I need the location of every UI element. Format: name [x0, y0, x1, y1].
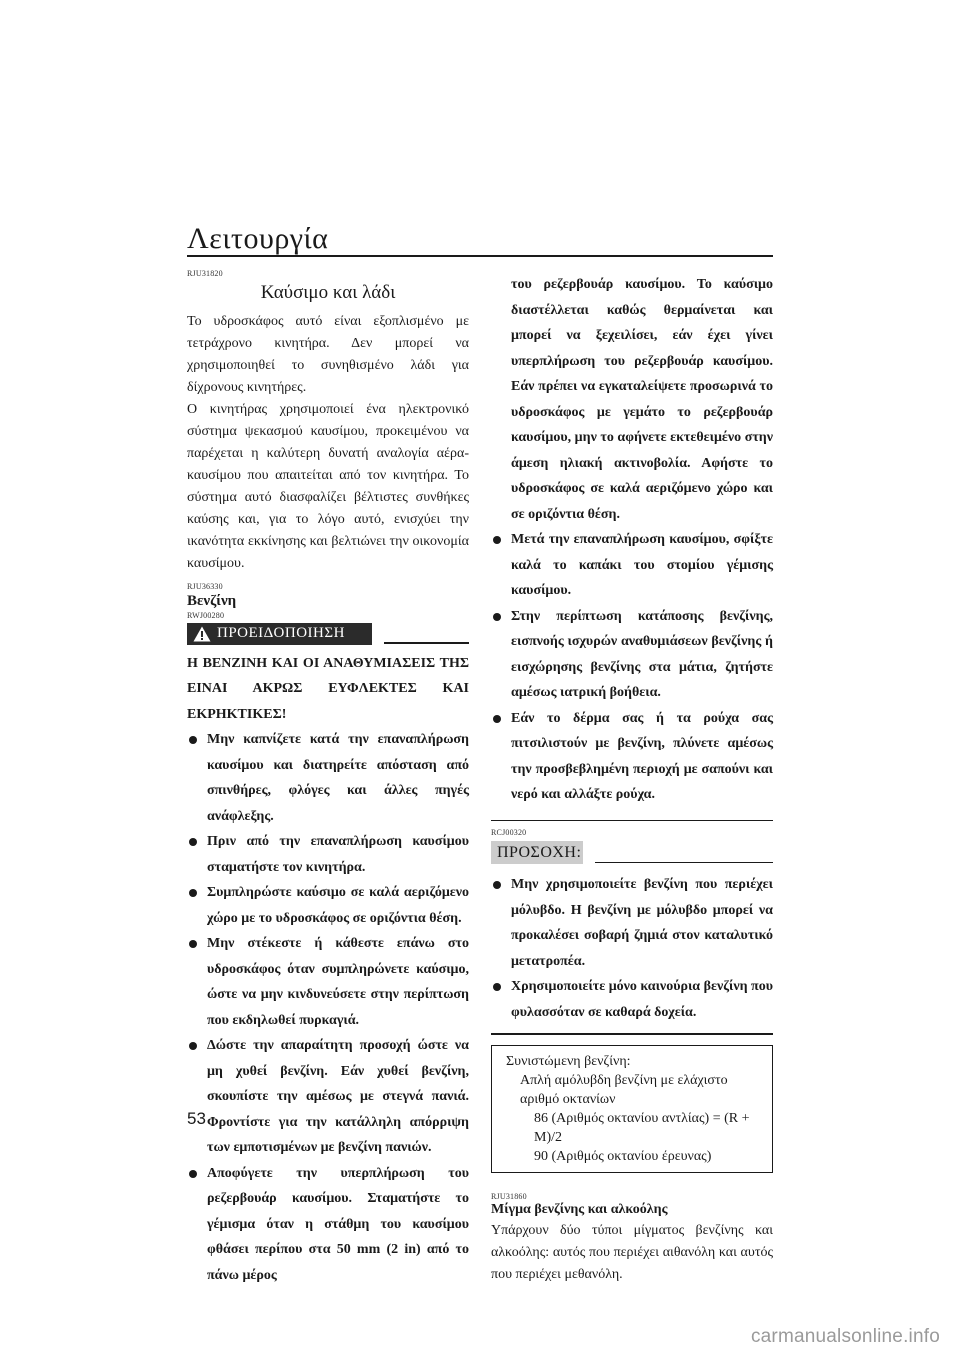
- list-item: Μην χρησιμοποιείτε βενζίνη που περιέχει μόλυβδο. Η βενζίνη με μόλυβδο μπορεί να προκαλέσει σοβαρή ζημιά στον καταλυτικό μετατροπέα.: [491, 872, 773, 974]
- subsection-title: Μίγμα βενζίνης και αλκοόλης: [491, 1201, 668, 1217]
- list-item: Δώστε την απαραίτητη προσοχή ώστε να μη χυθεί βενζίνη. Εάν χυθεί βενζίνη, σκουπίστε την αμέσως με στεγνά πανιά. Φροντίστε για την κατάλληλη απόρριψη των εμποτισμένων με βενζίνη πανιών.: [187, 1033, 469, 1161]
- warning-rule: [384, 642, 469, 644]
- caution-rule: [595, 862, 773, 864]
- list-item: Εάν το δέρμα σας ή τα ρούχα σας πιτσιλιστούν με βενζίνη, πλύνετε αμέσως την προσβεβλημένη περιοχή με σαπούνι και νερό και αλλάξτε ρούχα.: [491, 706, 773, 808]
- caution-header: [491, 841, 773, 864]
- page-title: Λειτουργία: [187, 222, 329, 255]
- list-item: Πριν από την επαναπλήρωση καυσίμου σταματήστε τον κινητήρα.: [187, 829, 469, 880]
- section-code: RJU31860: [491, 1191, 527, 1201]
- paragraph: Το υδροσκάφος αυτό είναι εξοπλισμένο με τετράχρονο κινητήρα. Δεν μπορεί να χρησιμοποιηθεί το συνηθισμένο λάδι για δίχρονους κινητήρες.: [187, 313, 469, 395]
- caution-bottom-rule: [491, 1033, 773, 1035]
- list-item: Μην στέκεστε ή κάθεστε επάνω στο υδροσκάφος όταν συμπληρώνετε καύσιμο, ώστε να μην κινδυνεύσετε στην περίπτωση που εκδηλωθεί πυρκαγιά.: [187, 931, 469, 1033]
- caution-list: [491, 872, 773, 1025]
- warning-header: [187, 623, 469, 645]
- section-title: Καύσιμο και λάδι: [260, 282, 396, 303]
- footer-watermark: carmanualsonline.info: [750, 1326, 940, 1347]
- page-number: 53: [187, 1109, 206, 1128]
- header-divider: [187, 255, 773, 257]
- warning-continuation: του ρεζερβουάρ καυσίμου. Το καύσιμο διαστέλλεται καθώς θερμαίνεται και μπορεί να ξεχειλίσει, εάν έχει γίνει υπερπλήρωση του ρεζερβουάρ καυσίμου. Εάν πρέπει να εγκαταλείψετε προσωρινά το υδροσκάφος με γεμάτο το ρεζερβουάρ καυσίμου, μην το αφήνετε εκτεθειμένο στην άμεση ηλιακή ακτινοβολία. Αφήστε το υδροσκάφος σε καλά αεριζόμενο χώρο και σε οριζόντια θέση.: [511, 277, 773, 522]
- warning-label: ΠΡΟΕΙΔΟΠΟΙΗΣΗ: [217, 625, 345, 642]
- paragraph: Υπάρχουν δύο τύποι μίγματος βενζίνης και αλκοόλης: αυτός που περιέχει αιθανόλη και αυτός που περιέχει μεθανόλη.: [491, 1223, 773, 1283]
- warning-triangle-icon: [193, 626, 211, 642]
- caution-code: RCJ00320: [491, 828, 527, 837]
- list-item: Μετά την επαναπλήρωση καυσίμου, σφίξτε καλά το καπάκι του στομίου γέμισης καυσίμου.: [491, 527, 773, 604]
- spec-line: Απλή αμόλυβδη βενζίνη με ελάχιστο αριθμό οκτανίων: [520, 1072, 728, 1107]
- subsection-title: Βενζίνη: [187, 592, 237, 609]
- right-column: [491, 272, 773, 1286]
- caution-label: ΠΡΟΣΟΧΗ:: [491, 841, 583, 864]
- spec-line: Συνιστώμενη βενζίνη:: [506, 1053, 631, 1069]
- warning-text: Η ΒΕΝΖΙΝΗ ΚΑΙ ΟΙ ΑΝΑΘΥΜΙΑΣΕΙΣ ΤΗΣ ΕΙΝΑΙ ΑΚΡΩΣ ΕΥΦΛΕΚΤΕΣ ΚΑΙ ΕΚΡΗΚΤΙΚΕΣ!: [187, 655, 469, 722]
- list-item: Συμπληρώστε καύσιμο σε καλά αεριζόμενο χώρο με το υδροσκάφος σε οριζόντια θέση.: [187, 880, 469, 931]
- list-item: Χρησιμοποιείτε μόνο καινούρια βενζίνη που φυλασσόταν σε καθαρά δοχεία.: [491, 974, 773, 1025]
- spec-line: 86 (Αριθμός οκτανίου αντλίας) = (R + M)/2: [534, 1110, 750, 1145]
- warning-code: RWJ00280: [187, 610, 225, 620]
- list-item: Στην περίπτωση κατάποσης βενζίνης, εισπνοής ισχυρών αναθυμιάσεων βενζίνης ή εισχώρησης βενζίνης στα μάτια, ζητήστε αμέσως ιατρική βοήθεια.: [491, 604, 773, 706]
- caution-top-rule: [491, 820, 773, 822]
- spec-box: [491, 1045, 773, 1173]
- section-code: RJU36330: [187, 581, 223, 591]
- list-item: Αποφύγετε την υπερπλήρωση του ρεζερβουάρ καυσίμου. Σταματήστε το γέμισμα όταν η στάθμη του καυσίμου φθάσει περίπου στα 50 mm (2 in) από το πάνω μέρος: [187, 1161, 469, 1289]
- left-column: [187, 270, 469, 1288]
- spec-line: 90 (Αριθμός οκτανίου έρευνας): [534, 1148, 712, 1164]
- section-code: RJU31820: [187, 269, 223, 278]
- warning-label-box: [187, 623, 372, 645]
- warning-list-continued: [491, 527, 773, 808]
- list-item: Μην καπνίζετε κατά την επαναπλήρωση καυσίμου και διατηρείτε απόσταση από σπινθήρες, φλόγες και άλλες πηγές ανάφλεξης.: [187, 727, 469, 829]
- warning-list: [187, 727, 469, 1288]
- paragraph: Ο κινητήρας χρησιμοποιεί ένα ηλεκτρονικό σύστημα ψεκασμού καυσίμου, προκειμένου να παρέχεται η καλύτερη δυνατή αναλογία αέρα-καυσίμου που απαιτείται από τον κινητήρα. Το σύστημα αυτό διασφαλίζει βέλτιστες συνθήκες καύσης και, για το λόγο αυτό, ενισχύει την ικανότητα εκκίνησης και βελτιώνει την οικονομία καυσίμου.: [187, 401, 469, 571]
